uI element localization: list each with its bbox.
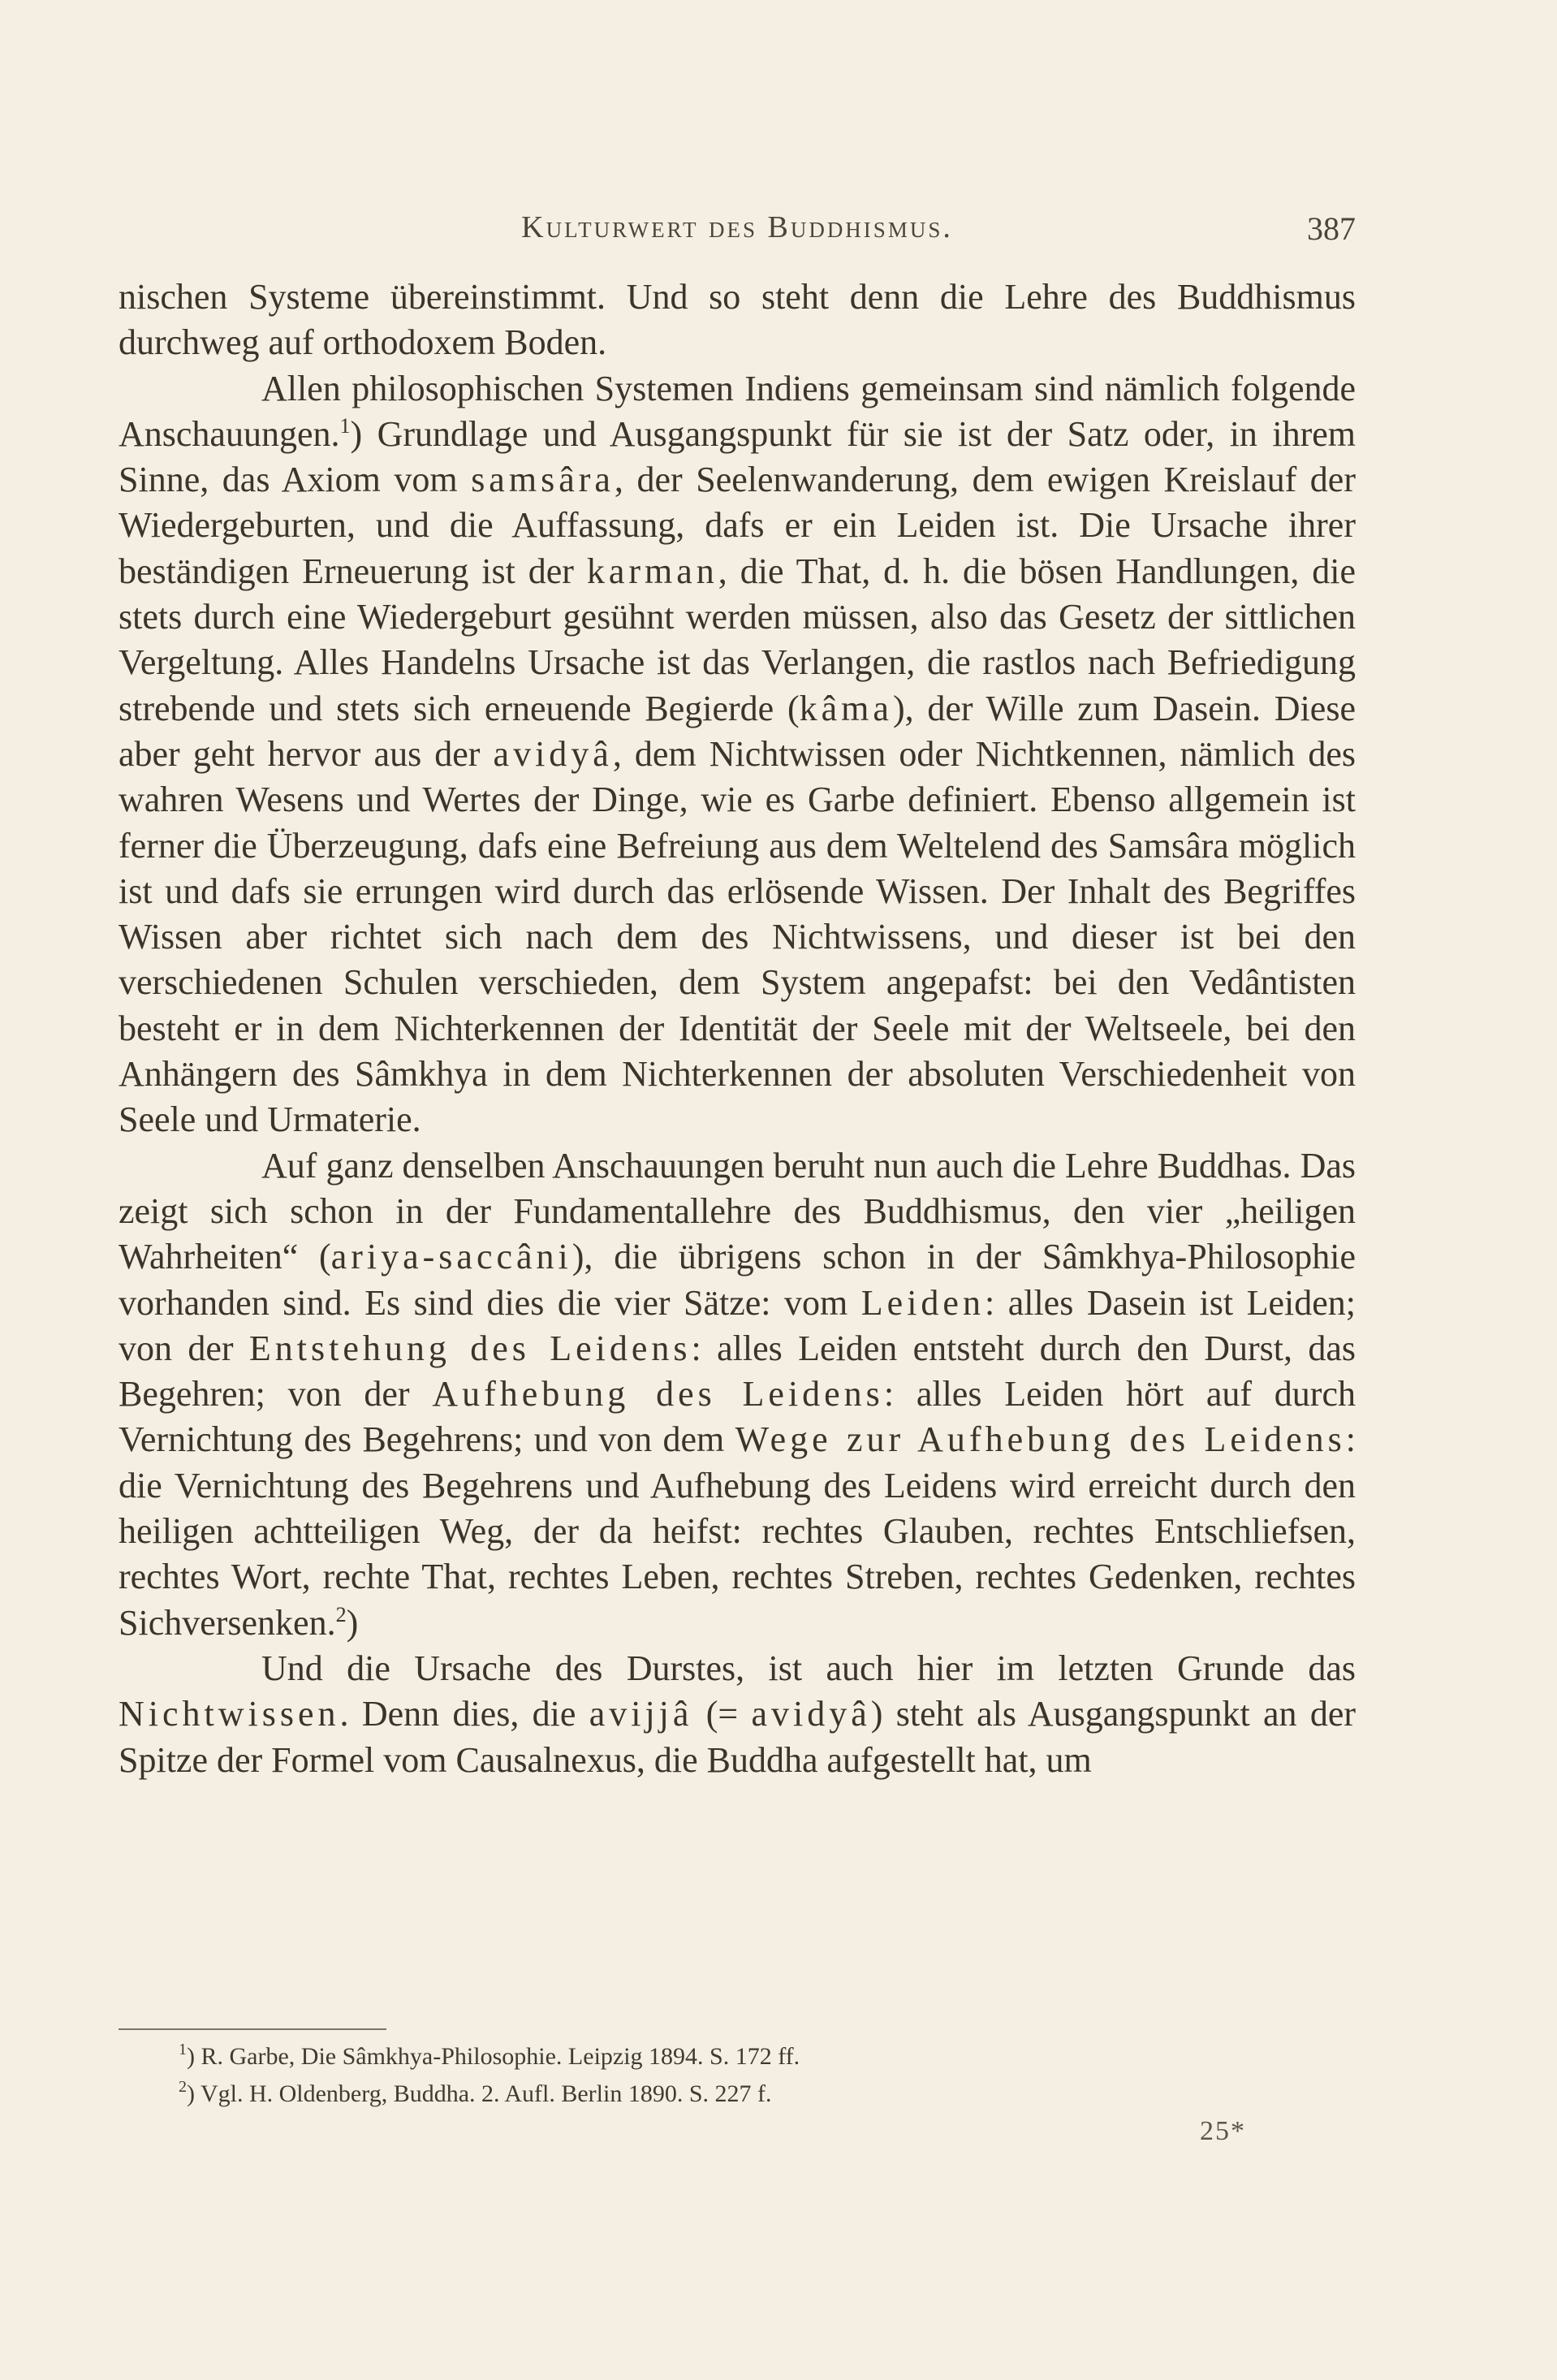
- text-run: ): [346, 1602, 359, 1643]
- running-title: Kulturwert des Buddhismus.: [521, 210, 953, 244]
- footnote-mark: 1: [179, 2041, 187, 2058]
- footnote-ref: 1: [339, 413, 351, 438]
- page-number: 387: [1307, 210, 1356, 247]
- signature-mark: 25*: [1200, 2116, 1246, 2146]
- text-run: : alles Leiden entsteht durch den Durst, das Begehren; von der: [119, 1328, 1356, 1415]
- text-run: ) steht als Ausgangspunkt an der Spitze der Formel vom Causalnexus, die Buddha aufgestellt hat, um: [119, 1694, 1356, 1780]
- footnote-text: ) R. Garbe, Die Sâmkhya-Philosophie. Leipzig 1894. S. 172 ff.: [187, 2043, 800, 2070]
- text-run: : alles Leiden hört auf durch Vernichtung des Begehrens; und von dem: [119, 1374, 1356, 1460]
- spaced-emphasis: samsâra: [471, 460, 615, 500]
- text-run: , der Seelenwanderung, dem ewigen Kreislauf der Wiedergeburten, und die Auffassung, dafs er ein Leiden ist. Die Ursache ihrer beständigen Erneuerung ist der: [119, 460, 1356, 591]
- text-run: nischen Systeme übereinstimmt. Und so steht denn die Lehre des Buddhismus durchweg auf orthodoxem Boden.: [119, 277, 1356, 363]
- footnote-ref: 2: [335, 1602, 347, 1626]
- paragraph: [119, 1143, 1356, 1646]
- spaced-emphasis: Entstehung des Leidens: [248, 1328, 692, 1368]
- spaced-emphasis: avidyâ: [751, 1694, 871, 1734]
- text-run: (=: [692, 1694, 752, 1734]
- footnotes: [179, 2038, 1234, 2113]
- footnote-rule: [119, 2028, 386, 2030]
- body-text: [119, 274, 1356, 1783]
- text-run: Und die Ursache des Durstes, ist auch hier im letzten Grunde das: [261, 1648, 1356, 1688]
- text-run: ) Grundlage und Ausgangspunkt für sie ist der Satz oder, in ihrem Sinne, das Axiom vom: [119, 413, 1356, 500]
- spaced-emphasis: Nichtwissen: [119, 1694, 340, 1734]
- spaced-emphasis: Leiden: [860, 1282, 985, 1323]
- paragraph: [119, 274, 1356, 366]
- text-run: ), die übrigens schon in der Sâmkhya-Philosophie vorhanden sind. Es sind dies die vier Sätze: vom: [119, 1237, 1356, 1323]
- spaced-emphasis: ariya-saccâni: [330, 1237, 572, 1277]
- spaced-emphasis: Wege zur Aufhebung des Leidens: [735, 1419, 1346, 1460]
- spaced-emphasis: Aufhebung des Leidens: [432, 1374, 884, 1415]
- spaced-emphasis: avidyâ: [493, 733, 613, 774]
- spaced-emphasis: karman: [586, 551, 718, 591]
- text-run: : alles Dasein ist Leiden; von der: [119, 1282, 1356, 1368]
- text-run: Auf ganz denselben Anschauungen beruht nun auch die Lehre Buddhas. Das zeigt sich schon in der Fundamentallehre des Buddhismus, den vier „heiligen Wahrheiten“ (: [119, 1145, 1356, 1277]
- footnote-mark: 2: [179, 2078, 187, 2096]
- text-run: , die That, d. h. die bösen Handlungen, die stets durch eine Wiedergeburt gesühnt werden müssen, also das Gesetz der sittlichen Vergeltung. Alles Handelns Ursache ist das Verlangen, die rastlos nach Befriedigung strebende und stets sich erneuende Begierde (: [119, 551, 1356, 728]
- footnote: [179, 2038, 1234, 2075]
- text-run: ), der Wille zum Dasein. Diese aber geht hervor aus der: [119, 688, 1356, 774]
- spaced-emphasis: avijjâ: [589, 1694, 693, 1734]
- footnote: [179, 2075, 1234, 2113]
- paragraph: [119, 1646, 1356, 1783]
- running-head: [119, 209, 1356, 250]
- text-run: : die Vernichtung des Begehrens und Aufhebung des Leidens wird erreicht durch den heiligen achtteiligen Weg, der da heifst: rechtes Glauben, rechtes Entschliefsen, rechtes Wort, rechte That, rechtes Leben, rechtes Streben, rechtes Gedenken, rechtes Sichversenken.: [119, 1419, 1356, 1643]
- text-run: . Denn dies, die: [339, 1694, 589, 1734]
- footnote-text: ) Vgl. H. Oldenberg, Buddha. 2. Aufl. Berlin 1890. S. 227 f.: [187, 2080, 772, 2107]
- text-run: Allen philosophischen Systemen Indiens gemeinsam sind nämlich folgende Anschauungen.: [119, 368, 1356, 454]
- paragraph: [119, 366, 1356, 1143]
- spaced-emphasis: kâma: [799, 688, 893, 728]
- text-run: , dem Nichtwissen oder Nichtkennen, nämlich des wahren Wesens und Wertes der Dinge, wie es Garbe definiert. Ebenso allgemein ist ferner die Überzeugung, dafs eine Befreiung aus dem Weltelend des Samsâra möglich ist und dafs sie errungen wird durch das erlösende Wissen. Der Inhalt des Begriffes Wissen aber richtet sich nach dem des Nichtwissens, und dieser ist bei den verschiedenen Schulen verschieden, dem System angepafst: bei den Vedântisten besteht er in dem Nichterkennen der Identität der Seele mit der Weltseele, bei den Anhängern des Sâmkhya in dem Nichterkennen der absoluten Verschiedenheit von Seele und Urmaterie.: [119, 733, 1356, 1140]
